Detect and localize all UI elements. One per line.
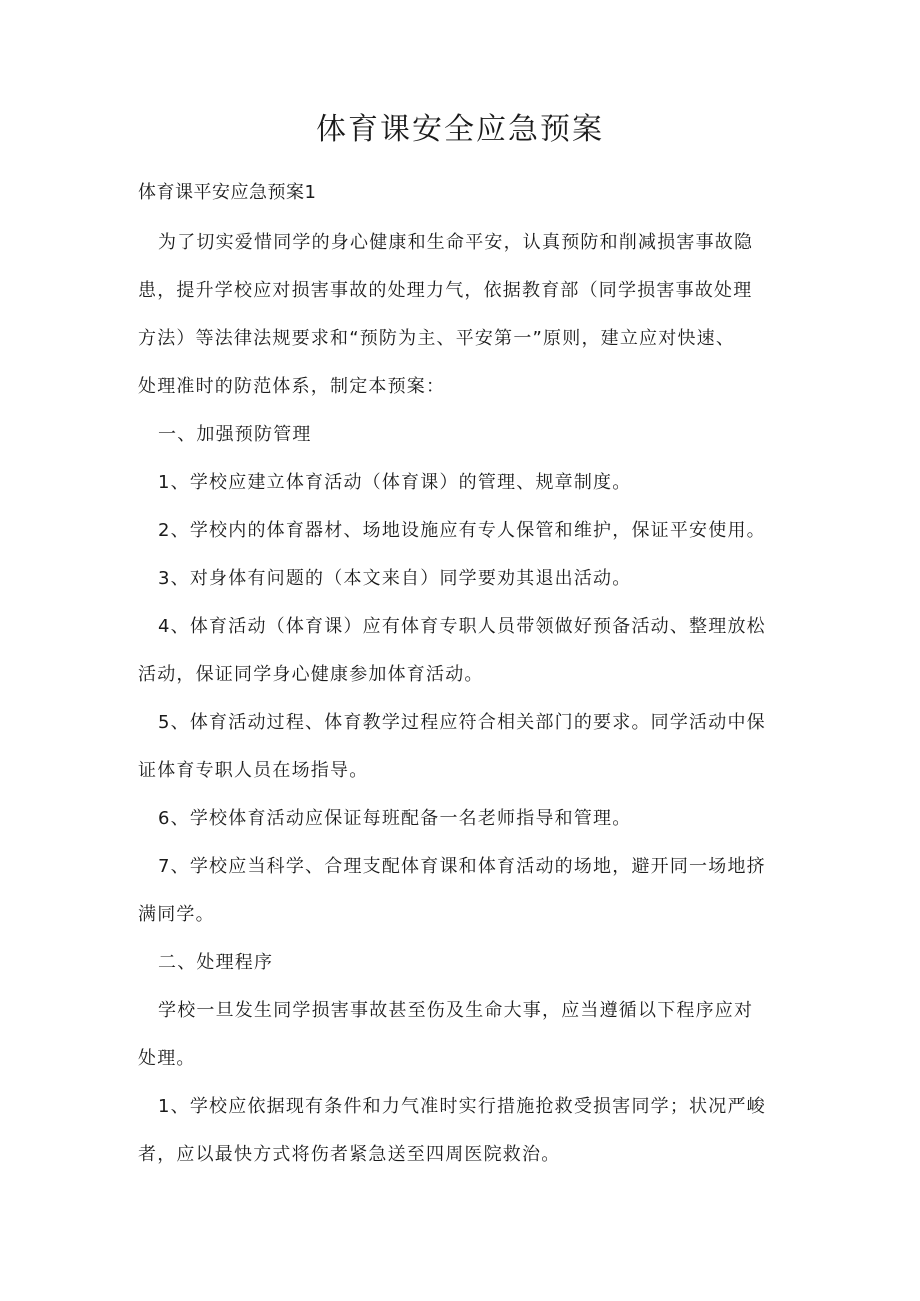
list-item: 5、体育活动过程、体育教学过程应符合相关部门的要求。同学活动中保	[158, 712, 766, 733]
list-item: 2、学校内的体育器材、场地设施应有专人保管和维护，保证平安使用。	[158, 520, 766, 541]
list-item-continuation: 满同学。	[138, 904, 215, 925]
list-item: 6、学校体育活动应保证每班配备一名老师指导和管理。	[158, 808, 632, 829]
paragraph-line: 处理。	[138, 1048, 196, 1069]
list-item: 3、对身体有问题的（本文来自）同学要劝其退出活动。	[158, 568, 632, 589]
list-item: 1、学校应建立体育活动（体育课）的管理、规章制度。	[158, 472, 632, 493]
paragraph-line: 为了切实爱惜同学的身心健康和生命平安，认真预防和削减损害事故隐	[158, 232, 754, 253]
paragraph-line: 学校一旦发生同学损害事故甚至伤及生命大事，应当遵循以下程序应对	[158, 1000, 754, 1021]
page-title: 体育课安全应急预案	[316, 112, 604, 147]
section-heading: 一、加强预防管理	[158, 424, 312, 445]
list-item-continuation: 证体育专职人员在场指导。	[138, 760, 369, 781]
paragraph-line: 方法）等法律法规要求和“预防为主、平安第一”原则，建立应对快速、	[138, 328, 736, 349]
paragraph-line: 处理准时的防范体系，制定本预案：	[138, 376, 446, 397]
list-item: 7、学校应当科学、合理支配体育课和体育活动的场地，避开同一场地挤	[158, 856, 766, 877]
list-item-continuation: 活动，保证同学身心健康参加体育活动。	[138, 664, 484, 685]
paragraph-line: 患，提升学校应对损害事故的处理力气，依据教育部（同学损害事故处理	[138, 280, 753, 301]
list-item: 1、学校应依据现有条件和力气准时实行措施抢救受损害同学；状况严峻	[158, 1096, 766, 1117]
list-item: 4、体育活动（体育课）应有体育专职人员带领做好预备活动、整理放松	[158, 616, 766, 637]
document-subtitle: 体育课平安应急预案1	[138, 182, 317, 203]
section-heading: 二、处理程序	[158, 952, 274, 973]
list-item-continuation: 者，应以最快方式将伤者紧急送至四周医院救治。	[138, 1144, 561, 1165]
